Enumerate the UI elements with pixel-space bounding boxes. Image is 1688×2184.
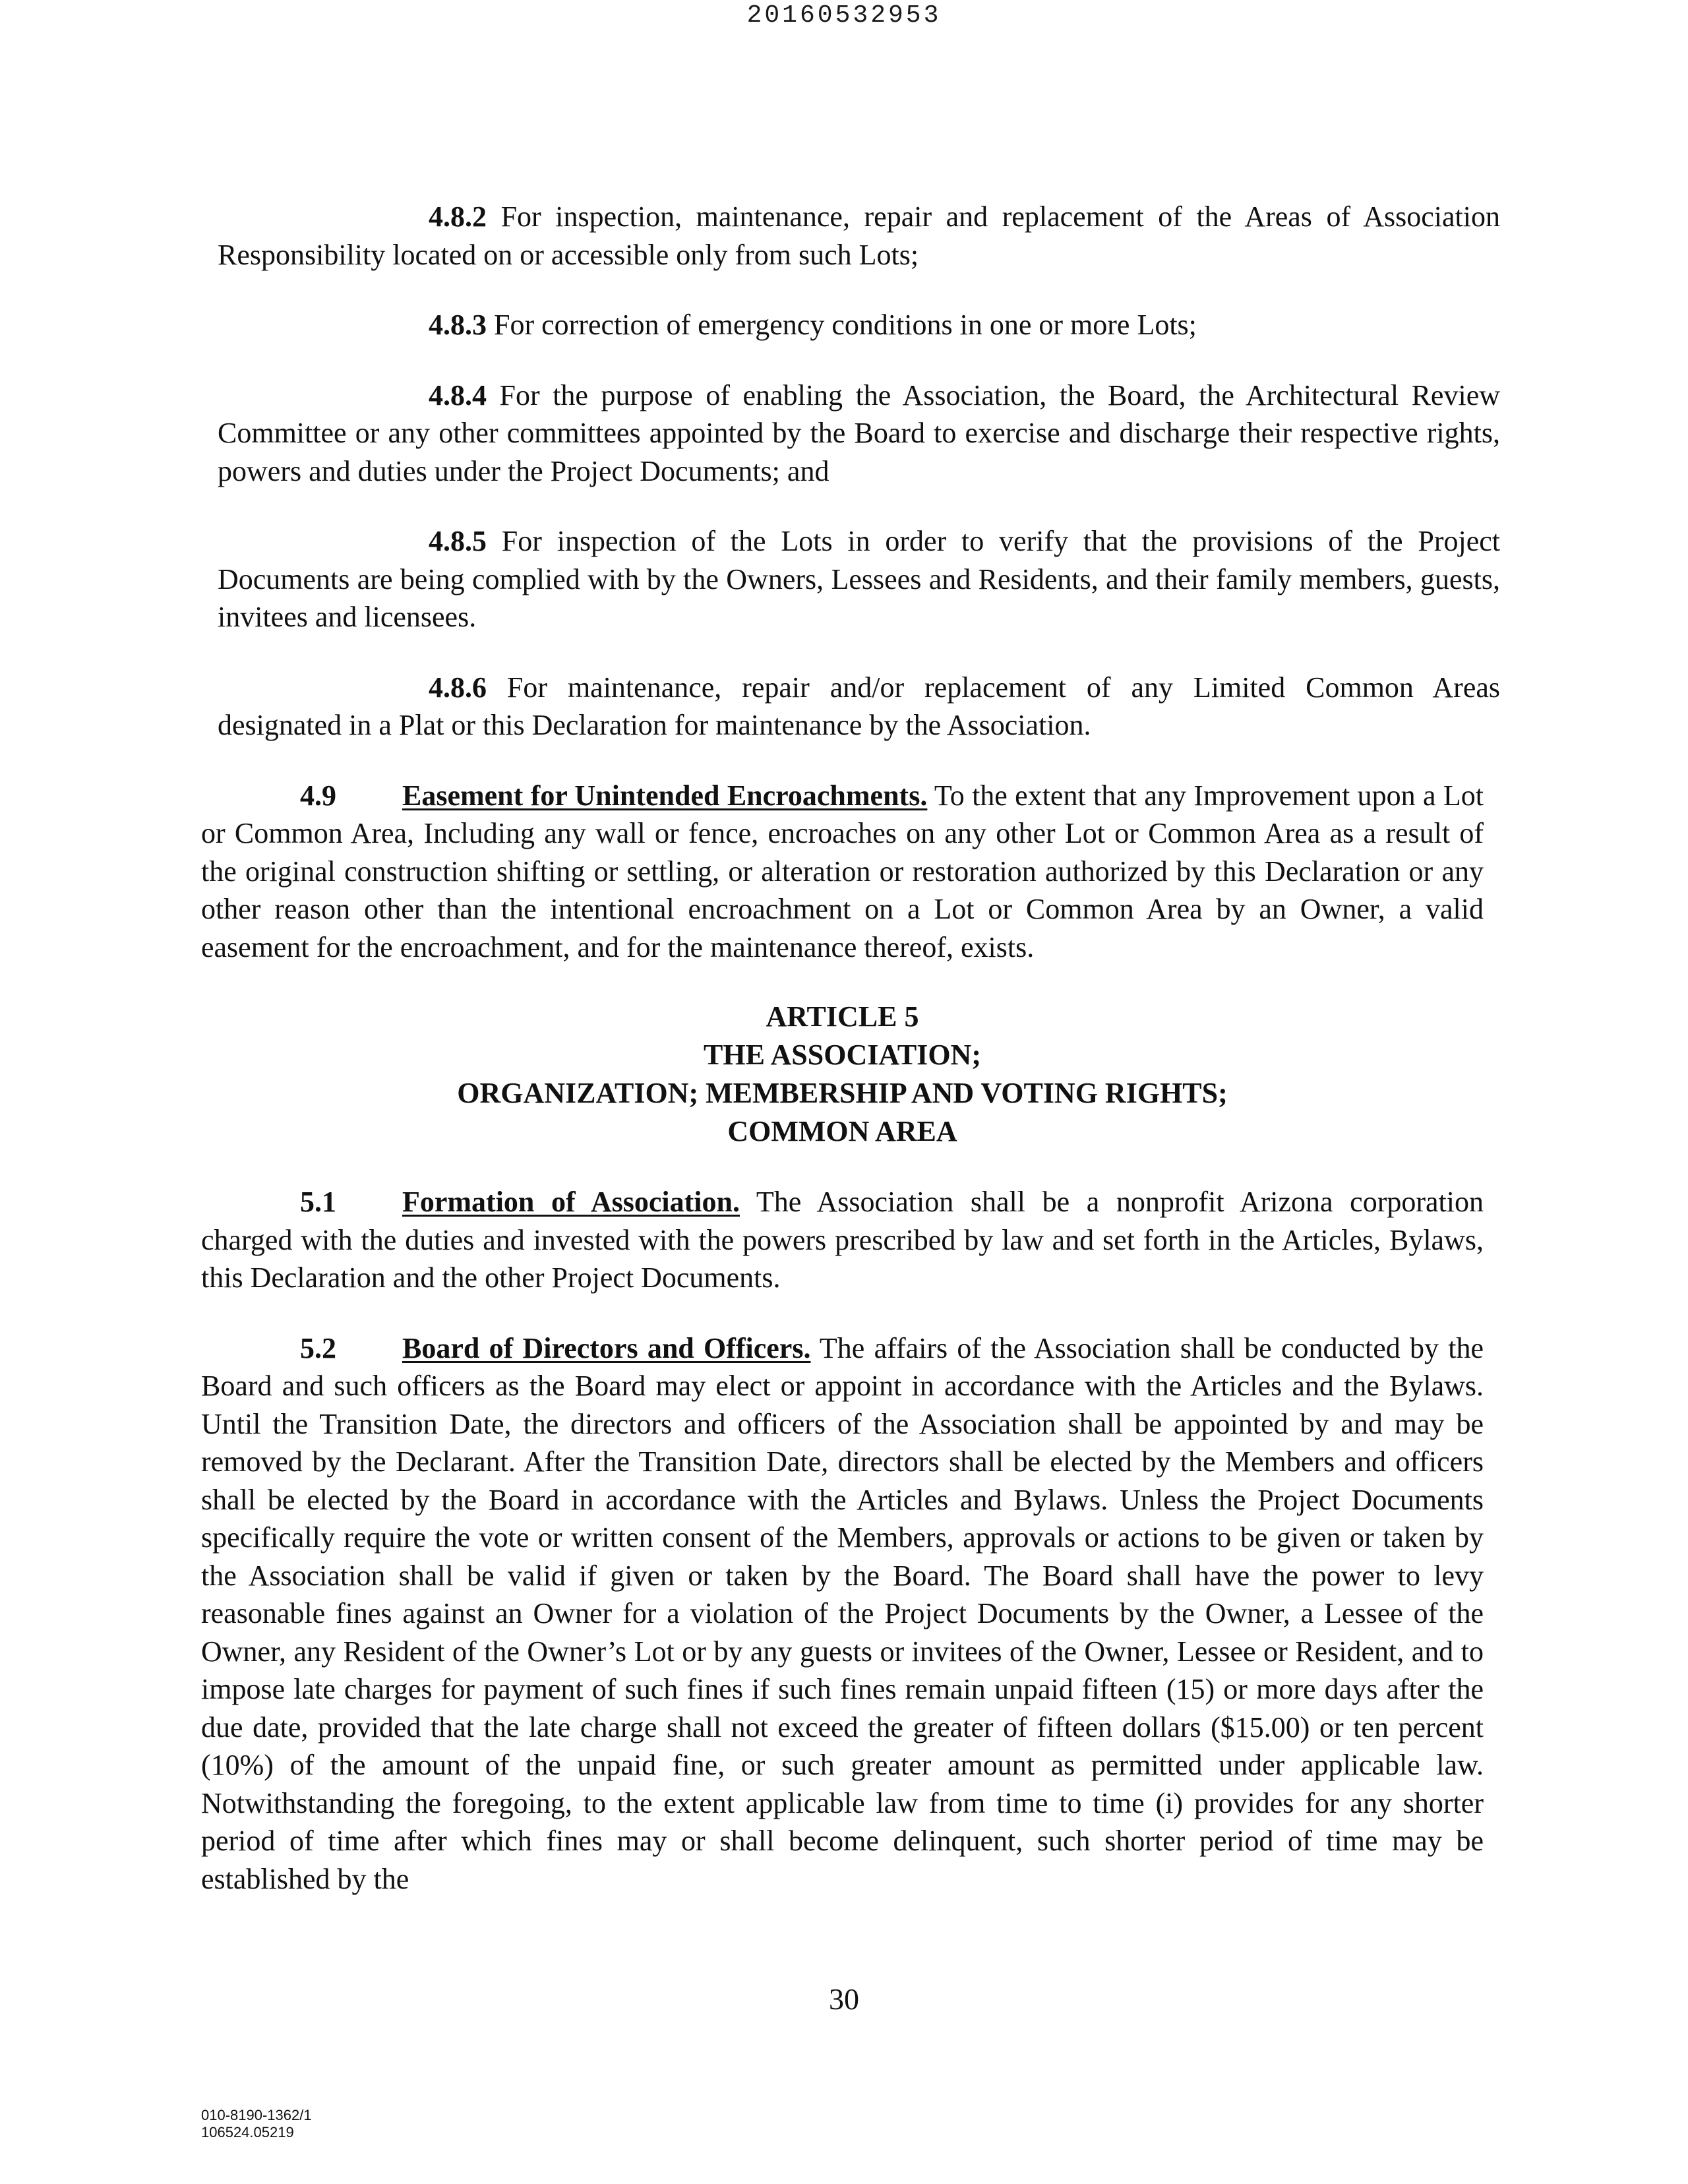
paragraph-4-8-5 — [218, 522, 1500, 636]
section-number: 4.9 — [300, 779, 336, 812]
paragraph-text: For the purpose of enabling the Association, the Board, the Architectural Review Committee or any other committees appointed by the Board to exercise and discharge their respective rights, powers and duties under the Project Documents; and — [218, 379, 1500, 487]
article-subtitle-2: COMMON AREA — [727, 1115, 957, 1147]
section-text: To the extent that any Improvement upon a Lot or Common Area, Including any wall or fence, encroaches on any other Lot or Common Area as a result of the original construction shifting or settling, or alteration or restoration authorized by this Declaration or any other reason other than the intentional encroachment on a Lot or Common Area by an Owner, a valid easement for the encroachment, and for the maintenance thereof, exists. — [201, 779, 1484, 963]
footer-code — [201, 2107, 312, 2141]
paragraph-4-8-2 — [218, 198, 1500, 274]
article-title: THE ASSOCIATION; — [704, 1039, 981, 1071]
section-title: Formation of Association. — [402, 1186, 740, 1218]
page-body — [201, 198, 1501, 1898]
paragraph-number: 4.8.3 — [429, 309, 487, 341]
page-number: 30 — [829, 1982, 859, 2016]
paragraph-text: For maintenance, repair and/or replacement of any Limited Common Areas designated in a Plat or this Declaration for maintenance by the Association. — [218, 671, 1501, 741]
section-text: The Association shall be a nonprofit Arizona corporation charged with the duties and invested with the powers prescribed by law and set forth in the Articles, Bylaws, this Declaration and the other Project Documents. — [201, 1186, 1484, 1294]
article-subtitle: ORGANIZATION; MEMBERSHIP AND VOTING RIGHTS; — [457, 1077, 1228, 1109]
section-4-9 — [201, 777, 1484, 967]
article-number: ARTICLE 5 — [766, 1000, 919, 1033]
section-5-1 — [201, 1183, 1484, 1297]
footer-code-line-2: 106524.05219 — [201, 2124, 294, 2140]
section-5-2 — [201, 1329, 1484, 1898]
paragraph-text: For inspection, maintenance, repair and replacement of the Areas of Association Responsibility located on or accessible only from such Lots; — [218, 200, 1501, 271]
section-title: Board of Directors and Officers. — [402, 1331, 811, 1364]
document-number: 20160532953 — [746, 1, 942, 30]
paragraph-4-8-3 — [218, 306, 1500, 344]
paragraph-4-8-6 — [218, 669, 1500, 744]
paragraph-text: For correction of emergency conditions in one or more Lots; — [494, 309, 1197, 341]
footer-code-line-1: 010-8190-1362/1 — [201, 2107, 312, 2123]
paragraph-number: 4.8.5 — [429, 525, 487, 557]
section-number: 5.1 — [300, 1186, 336, 1218]
paragraph-number: 4.8.4 — [429, 379, 487, 411]
section-number: 5.2 — [300, 1331, 336, 1364]
paragraph-number: 4.8.2 — [429, 200, 487, 233]
paragraph-4-8-4 — [218, 377, 1500, 491]
article-heading — [201, 998, 1484, 1151]
section-title: Easement for Unintended Encroachments. — [402, 779, 928, 812]
paragraph-number: 4.8.6 — [429, 671, 487, 704]
paragraph-text: For inspection of the Lots in order to verify that the provisions of the Project Documents are being complied with by the Owners, Lessees and Residents, and their family members, guests, invitees and licensees. — [218, 525, 1500, 633]
section-text: The affairs of the Association shall be conducted by the Board and such officers as the Board may elect or appoint in accordance with the Articles and the Bylaws. Until the Transition Date, the directors and officers of the Association shall be appointed by and may be removed by the Declarant. After the Transition Date, directors shall be elected by the Members and officers shall be elected by the Board in accordance with the Articles and Bylaws. Unless the Project Documents specifically require the vote or written consent of the Members, approvals or actions to be given or taken by the Association shall be valid if given or taken by the Board. The Board shall have the power to levy reasonable fines against an Owner for a violation of the Project Documents by the Owner, a Lessee of the Owner, any Resident of the Owner’s Lot or by any guests or invitees of the Owner, Lessee or Resident, and to impose late charges for payment of such fines if such fines remain unpaid fifteen (15) or more days after the due date, provided that the late charge shall not exceed the greater of fifteen dollars ($15.00) or ten percent (10%) of the amount of the unpaid fine, or such greater amount as permitted under applicable law. Notwithstanding the foregoing, to the extent applicable law from time to time (i) provides for any shorter period of time after which fines may or shall become delinquent, such shorter period of time may be established by the — [201, 1331, 1484, 1895]
